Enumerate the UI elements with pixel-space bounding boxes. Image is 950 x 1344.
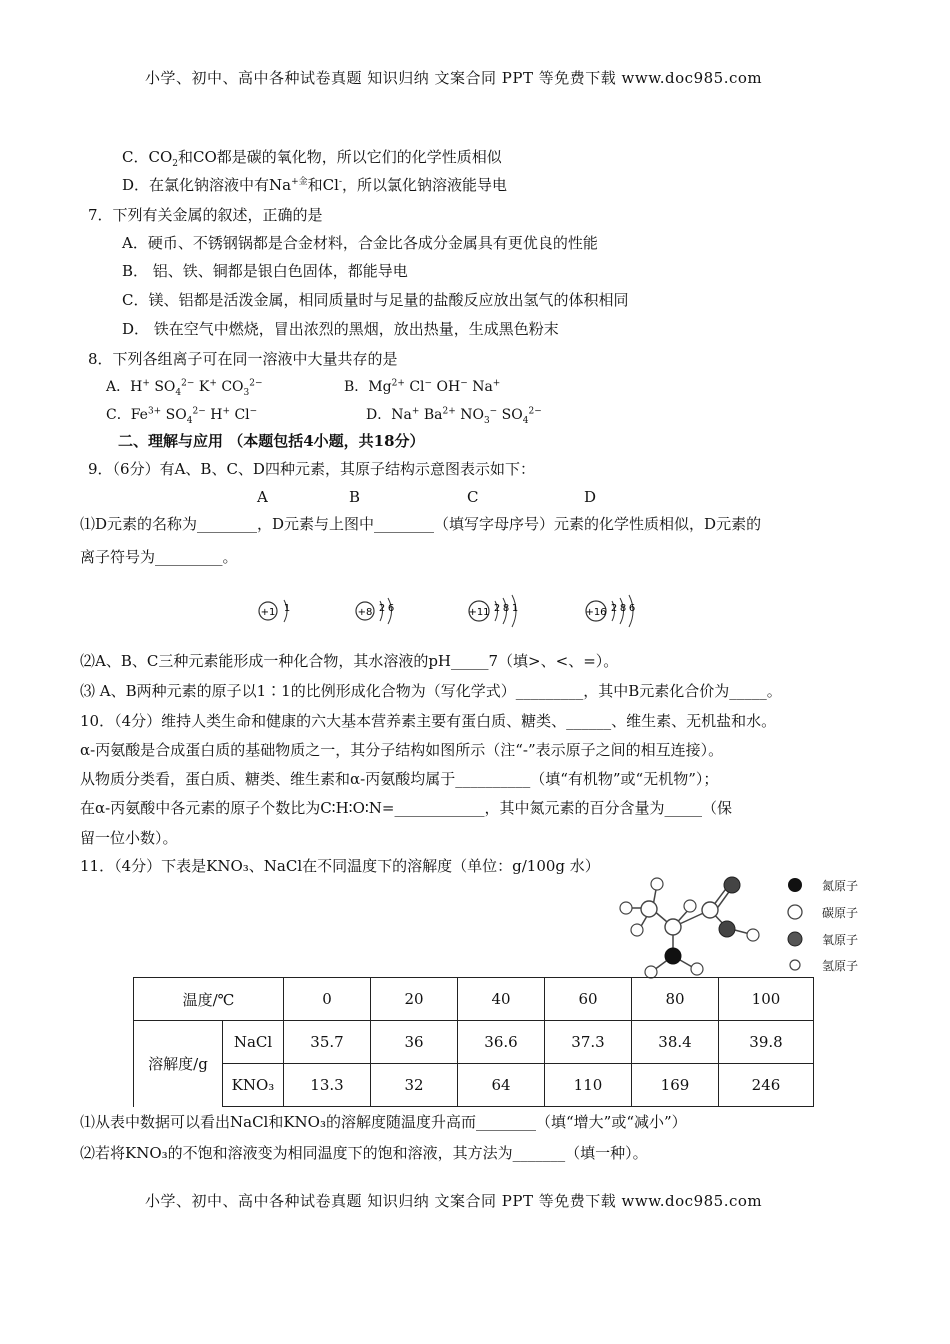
q8-a-t8: 3 — [243, 387, 250, 398]
atom-b-shell-1-electrons: 2 — [378, 603, 386, 614]
q6-c-sub: 2 — [172, 159, 178, 169]
q6-d-part1: D．在氯化钠溶液中有Na — [122, 176, 292, 194]
atom-b-nucleus-charge: +8 — [357, 607, 373, 618]
q8-b-t7: + — [492, 378, 501, 389]
q10-line4: 在α-丙氨酸中各元素的原子个数比为C∶H∶O∶N=____________，其中氮元素的百分含量为_____（保 — [80, 799, 732, 817]
temp-cell: 40 — [458, 978, 545, 1021]
q8-d-t0: D．Na — [366, 407, 412, 423]
atom-d-shell-1-electrons: 2 — [610, 603, 618, 614]
q9-part1-line2: 离子符号为_________。 — [80, 548, 238, 566]
q7-stem: 7．下列有关金属的叙述，正确的是 — [88, 206, 323, 224]
molecule-legend-icons — [785, 875, 805, 975]
legend-nitrogen-label: 氮原子 — [822, 879, 859, 893]
temperature-header: 温度/℃ — [134, 978, 284, 1021]
q6-d-sup1: +金 — [291, 177, 308, 187]
q8-a-t9: 2− — [249, 378, 263, 389]
q8-c-t0: C．Fe — [106, 407, 148, 423]
q8-a-t6: + — [209, 378, 217, 389]
q9-part1-line1: ⑴D元素的名称为________，D元素与上图中________（填写字母序号）元素的化学性质相似，D元素的 — [80, 515, 762, 533]
carbon-atom — [641, 901, 657, 917]
atom-c-shell-1-electrons: 2 — [493, 603, 501, 614]
nitrogen-legend-icon — [788, 878, 802, 892]
q7-option-a: A．硬币、不锈钢锅都是合金材料，合金比各成分金属具有更优良的性能 — [122, 234, 598, 252]
oxygen-atom — [719, 921, 735, 937]
atom-b-shell-2-electrons: 6 — [387, 603, 395, 614]
atom-c-shell-3-electrons: 1 — [511, 603, 519, 614]
value-cell: 36 — [371, 1021, 458, 1064]
atom-c-diagram — [468, 595, 518, 627]
hydrogen-atom — [651, 878, 663, 890]
q8-d-t5: 3 — [483, 415, 490, 426]
q6-c-part1: C．CO — [122, 148, 173, 166]
q8-c-t5: H — [205, 407, 223, 423]
q8-c-t6: + — [222, 406, 230, 417]
table-row — [134, 978, 814, 1021]
q10-line5: 留一位小数）。 — [80, 829, 178, 847]
value-cell: 36.6 — [458, 1021, 545, 1064]
table-row — [134, 1064, 814, 1107]
alanine-molecule-model — [610, 872, 770, 982]
page-header: 小学、初中、高中各种试卷真题 知识归纳 文案合同 PPT 等免费下载 www.doc985.com — [145, 69, 763, 87]
q8-d-t3: 2+ — [442, 406, 456, 417]
q8-b-t1: 2+ — [391, 378, 405, 389]
hydrogen-legend-icon — [790, 960, 800, 970]
temp-cell: 20 — [371, 978, 458, 1021]
carbon-atom — [702, 902, 718, 918]
value-cell: 246 — [719, 1064, 814, 1107]
q8-d-t2: Ba — [419, 407, 443, 423]
q10-line3: 从物质分类看，蛋白质、糖类、维生素和α-丙氨酸均属于__________（填“有机物”或“无机物”）； — [80, 770, 719, 788]
atom-label-a: A — [257, 488, 268, 506]
table-row — [134, 1021, 814, 1064]
q8-b-t2: Cl — [404, 379, 425, 395]
value-cell: 39.8 — [719, 1021, 814, 1064]
hydrogen-atom — [631, 924, 643, 936]
q8-b-t0: B．Mg — [344, 379, 392, 395]
q8-d-t6: − — [489, 406, 498, 417]
hydrogen-atom — [684, 900, 696, 912]
q8-c-t3: 4 — [186, 415, 193, 426]
atom-label-b: B — [349, 488, 361, 506]
q6-option-c — [122, 147, 502, 167]
atom-a-shell-1-electrons: 1 — [283, 603, 291, 614]
solubility-table — [133, 977, 814, 1107]
value-cell: 64 — [458, 1064, 545, 1107]
q8-a-t5: K — [194, 379, 210, 395]
oxygen-atom — [724, 877, 740, 893]
q6-d-sup2: - — [338, 177, 342, 187]
atom-b-diagram — [356, 598, 394, 624]
value-cell: 32 — [371, 1064, 458, 1107]
q8-d-t4: NO — [455, 407, 484, 423]
q10-line1: 10．（4分）维持人类生命和健康的六大基本营养素主要有蛋白质、糖类、______、维生素、无机盐和水。 — [80, 712, 777, 730]
q8-d-t7: SO — [497, 407, 523, 423]
q7-option-c: C．镁、铝都是活泼金属，相同质量时与足量的盐酸反应放出氢气的体积相同 — [122, 291, 629, 309]
section-2-title: 二、理解与应用 （本题包括4小题，共18分） — [118, 432, 425, 450]
nitrogen-atom — [665, 948, 681, 964]
q8-b-t5: − — [460, 378, 468, 389]
atom-d-shell-3-electrons: 6 — [628, 603, 636, 614]
hydrogen-atom — [691, 963, 703, 975]
atom-label-c: C — [467, 488, 479, 506]
q10-line2: α-丙氨酸是合成蛋白质的基础物质之一，其分子结构如图所示（注“-”表示原子之间的相互连接）。 — [80, 741, 724, 759]
value-cell: 38.4 — [632, 1021, 719, 1064]
page-footer: 小学、初中、高中各种试卷真题 知识归纳 文案合同 PPT 等免费下载 www.doc985.com — [145, 1192, 763, 1210]
q8-c-t1: 3+ — [147, 406, 162, 417]
q8-b-t3: − — [424, 378, 433, 389]
atom-d-nucleus-charge: +16 — [585, 607, 607, 618]
atom-c-nucleus-charge: +11 — [468, 607, 490, 618]
q11-part1: ⑴从表中数据可以看出NaCl和KNO₃的溶解度随温度升高而________（填“增大”或“减小”） — [80, 1113, 687, 1131]
atom-a-diagram — [259, 600, 290, 622]
q6-option-d — [122, 175, 507, 195]
q8-a-t7: CO — [216, 379, 244, 395]
q8-option-d — [366, 405, 542, 425]
q8-b-t4: OH — [432, 379, 461, 395]
q9-stem: 9．（6分）有A、B、C、D四种元素，其原子结构示意图表示如下： — [88, 460, 535, 478]
legend-carbon-label: 碳原子 — [822, 906, 859, 920]
q8-b-t6: Na — [467, 379, 493, 395]
q8-a-t0: A．H — [106, 379, 143, 395]
q8-c-t7: Cl — [230, 407, 250, 423]
hydrogen-atom — [747, 929, 759, 941]
q8-a-t1: + — [142, 378, 150, 389]
q7-option-b: B． 铝、铁、铜都是银白色固体，都能导电 — [122, 262, 408, 280]
q8-stem: 8．下列各组离子可在同一溶液中大量共存的是 — [88, 350, 398, 368]
q11-part2: ⑵若将KNO₃的不饱和溶液变为相同温度下的饱和溶液，其方法为_______（填一种）。 — [80, 1144, 648, 1162]
value-cell: 169 — [632, 1064, 719, 1107]
q6-d-part2: 和Cl — [307, 176, 339, 194]
q8-c-t2: SO — [161, 407, 187, 423]
atomic-structure-diagrams — [250, 592, 670, 632]
q8-d-t8: 4 — [522, 415, 529, 426]
q6-c-part2: 和CO都是碳的氧化物，所以它们的化学性质相似 — [178, 148, 502, 166]
q8-a-t4: 2− — [181, 378, 195, 389]
oxygen-legend-icon — [788, 932, 802, 946]
q9-part2: ⑵A、B、C三种元素能形成一种化合物，其水溶液的pH_____7（填>、<、=）。 — [80, 652, 619, 670]
q7-option-d: D． 铁在空气中燃烧，冒出浓烈的黑烟，放出热量，生成黑色粉末 — [122, 320, 559, 338]
q8-option-c — [106, 405, 257, 425]
q8-c-t8: − — [249, 406, 258, 417]
hydrogen-atom — [620, 902, 632, 914]
q8-option-b — [344, 377, 500, 397]
q8-a-t3: 4 — [175, 387, 182, 398]
atom-a-nucleus-charge: +1 — [260, 607, 276, 618]
q11-stem: 11．（4分）下表是KNO₃、NaCl在不同温度下的溶解度（单位：g/100g 水） — [80, 857, 600, 875]
substance-name: NaCl — [223, 1021, 284, 1064]
q8-option-a — [106, 377, 263, 397]
carbon-atom — [665, 919, 681, 935]
q8-d-t1: + — [411, 406, 420, 417]
solubility-header: 溶解度/g — [134, 1021, 223, 1107]
value-cell: 13.3 — [284, 1064, 371, 1107]
atom-c-shell-2-electrons: 8 — [502, 603, 510, 614]
temp-cell: 60 — [545, 978, 632, 1021]
temp-cell: 80 — [632, 978, 719, 1021]
legend-oxygen-label: 氧原子 — [822, 933, 859, 947]
q8-d-t9: 2− — [528, 406, 542, 417]
atom-label-d: D — [584, 488, 597, 506]
substance-name: KNO₃ — [223, 1064, 284, 1107]
value-cell: 37.3 — [545, 1021, 632, 1064]
carbon-legend-icon — [788, 905, 802, 919]
q8-a-t2: SO — [149, 379, 176, 395]
q8-c-t4: 2− — [192, 406, 206, 417]
value-cell: 35.7 — [284, 1021, 371, 1064]
q6-d-part3: ，所以氯化钠溶液能导电 — [341, 176, 507, 194]
value-cell: 110 — [545, 1064, 632, 1107]
legend-hydrogen-label: 氢原子 — [822, 959, 859, 973]
q9-part3: ⑶ A、B两种元素的原子以1∶1的比例形成化合物为（写化学式）_________，其中B元素化合价为_____。 — [80, 682, 782, 700]
temp-cell: 0 — [284, 978, 371, 1021]
atom-d-diagram — [585, 595, 635, 627]
temp-cell: 100 — [719, 978, 814, 1021]
atom-d-shell-2-electrons: 8 — [619, 603, 627, 614]
